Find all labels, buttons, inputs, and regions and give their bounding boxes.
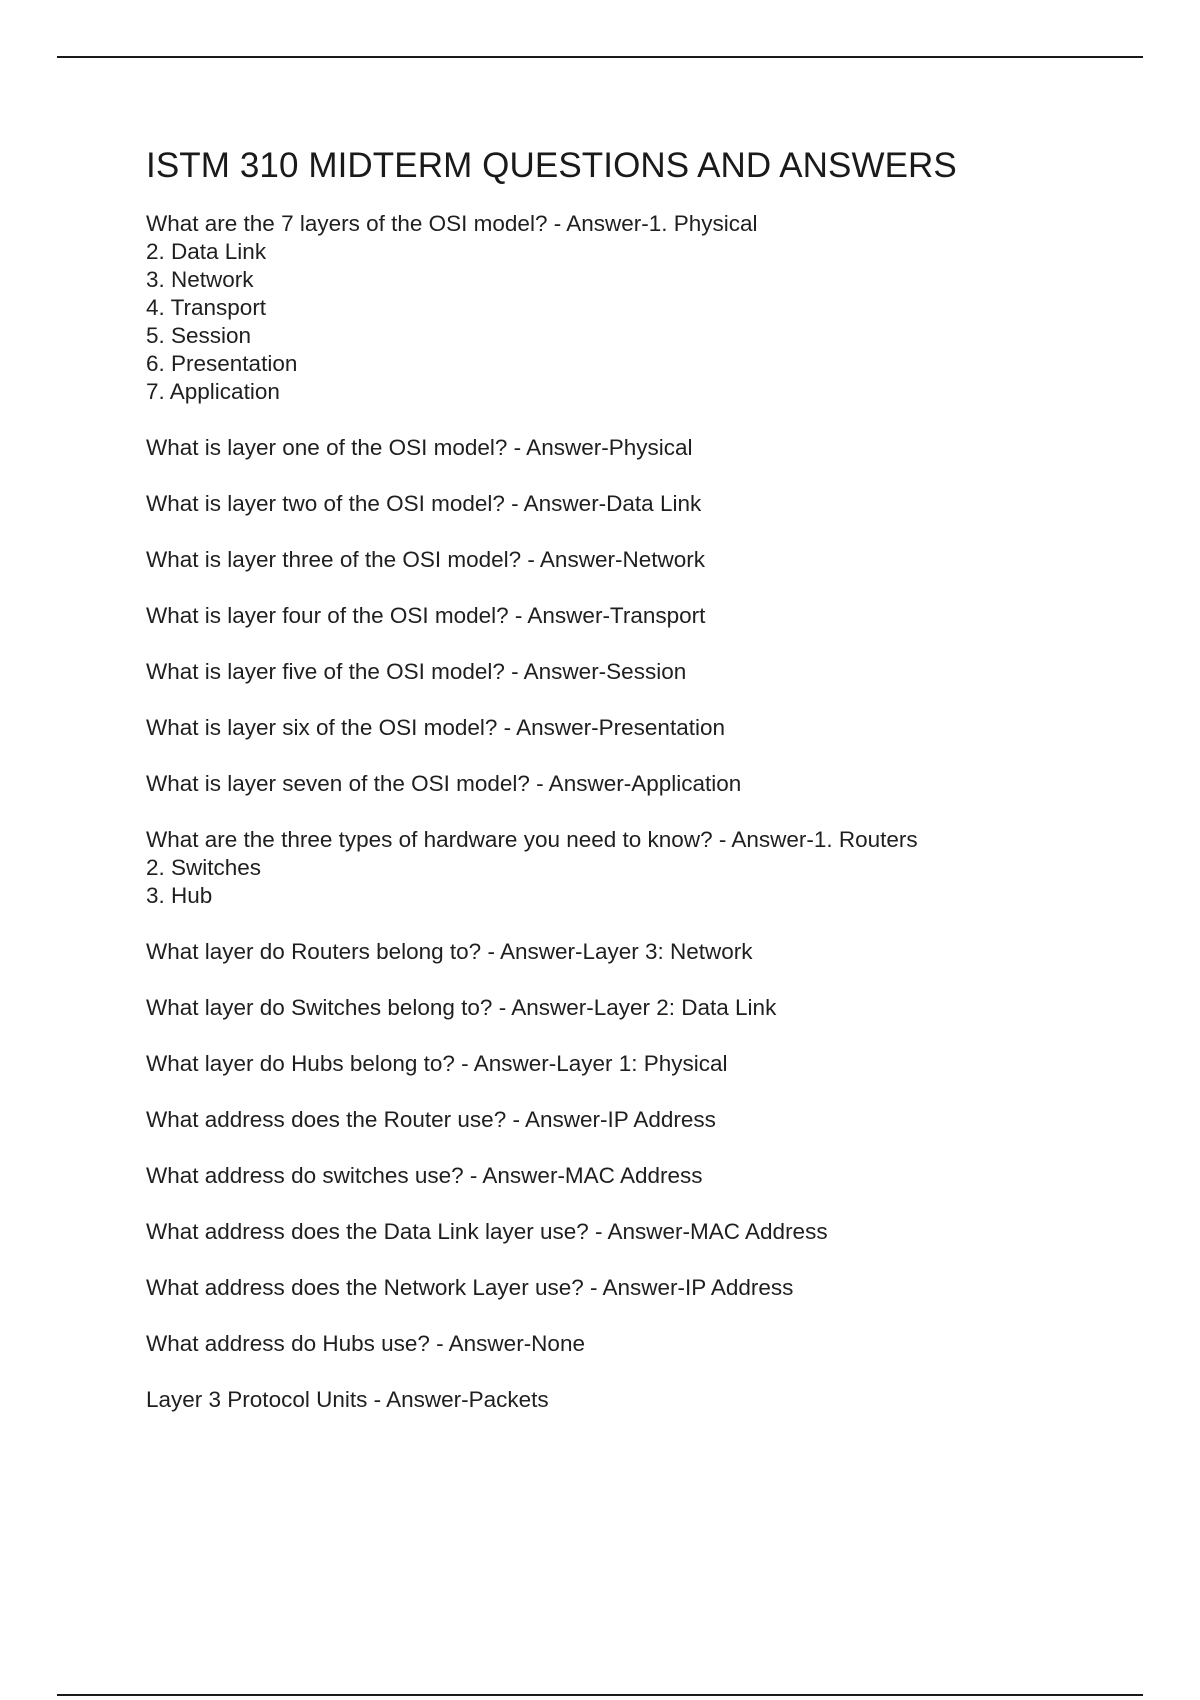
qa-answer-line: 6. Presentation xyxy=(146,351,298,376)
qa-answer-line: 2. Data Link xyxy=(146,239,267,264)
qa-entry xyxy=(146,1050,1146,1078)
qa-question-line: What address does the Data Link layer use? - Answer-MAC Address xyxy=(146,1219,828,1244)
qa-question-line: What address do switches use? - Answer-MAC Address xyxy=(146,1163,703,1188)
qa-entry xyxy=(146,826,1146,910)
qa-question-line: What are the 7 layers of the OSI model? - Answer-1. Physical xyxy=(146,211,758,236)
qa-question-line: What is layer five of the OSI model? - Answer-Session xyxy=(146,659,687,684)
qa-entry xyxy=(146,546,1146,574)
qa-question-line: What is layer two of the OSI model? - Answer-Data Link xyxy=(146,491,702,516)
qa-question-line: What is layer three of the OSI model? - Answer-Network xyxy=(146,547,705,572)
qa-question-line: What address do Hubs use? - Answer-None xyxy=(146,1331,585,1356)
top-rule xyxy=(57,56,1143,58)
qa-question-line: What address does the Router use? - Answer-IP Address xyxy=(146,1107,716,1132)
qa-entry xyxy=(146,1162,1146,1190)
qa-entry xyxy=(146,1274,1146,1302)
qa-answer-line: 7. Application xyxy=(146,379,280,404)
document-title: ISTM 310 MIDTERM QUESTIONS AND ANSWERS xyxy=(146,146,957,185)
qa-question-line: What layer do Routers belong to? - Answer-Layer 3: Network xyxy=(146,939,753,964)
qa-entry xyxy=(146,210,1146,406)
qa-question-line: What is layer four of the OSI model? - Answer-Transport xyxy=(146,603,706,628)
qa-entry xyxy=(146,434,1146,462)
qa-answer-line: 3. Network xyxy=(146,267,254,292)
qa-answer-line: 5. Session xyxy=(146,323,252,348)
qa-question-line: What is layer one of the OSI model? - Answer-Physical xyxy=(146,435,693,460)
document-body xyxy=(146,142,1146,1442)
bottom-rule xyxy=(57,1694,1143,1696)
qa-entry xyxy=(146,1106,1146,1134)
qa-entry xyxy=(146,938,1146,966)
qa-answer-line: 3. Hub xyxy=(146,883,213,908)
qa-question-line: Layer 3 Protocol Units - Answer-Packets xyxy=(146,1387,549,1412)
qa-answer-line: 2. Switches xyxy=(146,855,262,880)
qa-entry xyxy=(146,658,1146,686)
qa-entry xyxy=(146,602,1146,630)
qa-entry xyxy=(146,1330,1146,1358)
qa-question-line: What layer do Hubs belong to? - Answer-Layer 1: Physical xyxy=(146,1051,728,1076)
qa-entry xyxy=(146,770,1146,798)
qa-entry xyxy=(146,1218,1146,1246)
qa-question-line: What layer do Switches belong to? - Answer-Layer 2: Data Link xyxy=(146,995,777,1020)
qa-entry xyxy=(146,1386,1146,1414)
qa-question-line: What address does the Network Layer use? - Answer-IP Address xyxy=(146,1275,794,1300)
qa-entry xyxy=(146,490,1146,518)
qa-entry xyxy=(146,994,1146,1022)
qa-list xyxy=(146,210,1146,1414)
qa-question-line: What are the three types of hardware you need to know? - Answer-1. Routers xyxy=(146,827,918,852)
qa-entry xyxy=(146,714,1146,742)
qa-question-line: What is layer six of the OSI model? - Answer-Presentation xyxy=(146,715,725,740)
qa-answer-line: 4. Transport xyxy=(146,295,267,320)
qa-question-line: What is layer seven of the OSI model? - Answer-Application xyxy=(146,771,742,796)
